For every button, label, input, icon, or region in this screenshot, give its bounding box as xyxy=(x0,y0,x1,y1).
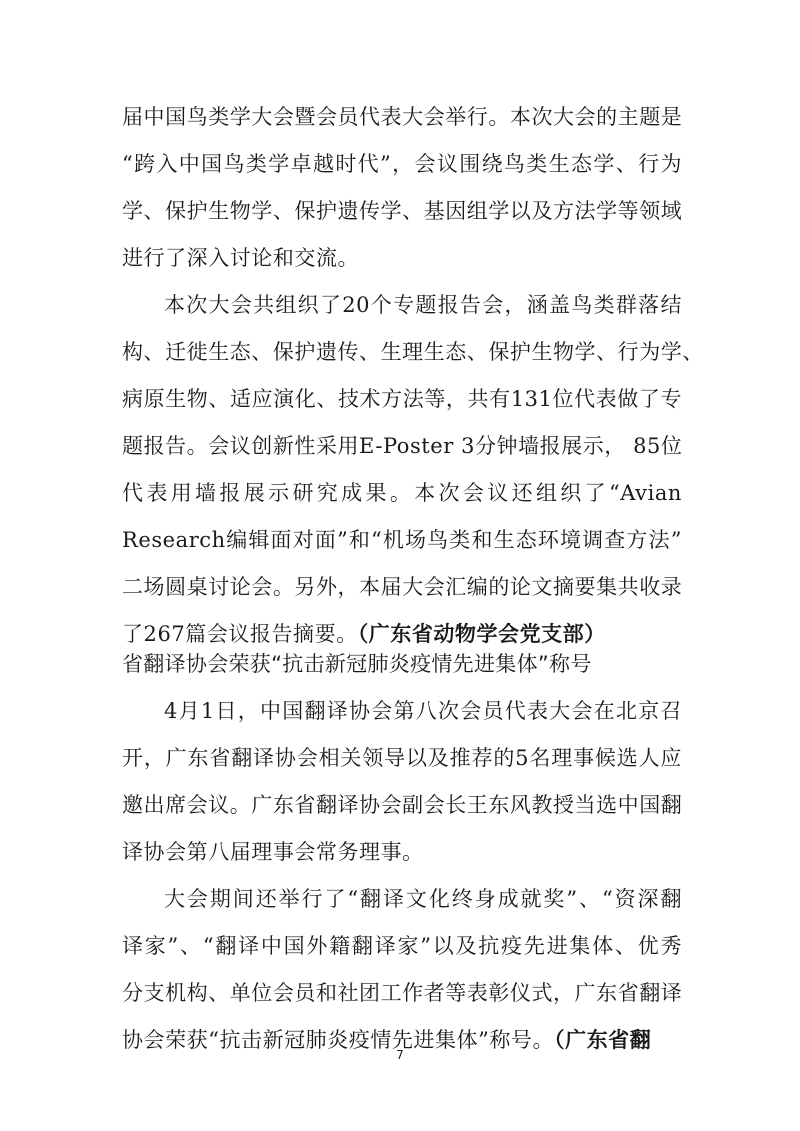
source-attribution: （广东省动物学会党支部） xyxy=(357,622,606,646)
body-text-line: Research编辑面对面”和“机场鸟类和生态环境调查方法” xyxy=(122,528,682,552)
body-text-line: 病原生物、适应演化、技术方法等，共有131位代表做了专 xyxy=(122,387,682,411)
body-text-line: 学、保护生物学、保护遗传学、基因组学以及方法学等领域 xyxy=(122,199,683,223)
body-text-line: 大会期间还举行了“翻译文化终身成就奖”、“资深翻 xyxy=(164,887,682,911)
body-text-line: 届中国鸟类学大会暨会员代表大会举行。本次大会的主题是 xyxy=(122,105,683,129)
page-number: 7 xyxy=(396,1048,404,1062)
body-text-line: 译协会第八届理事会常务理事。 xyxy=(122,840,424,864)
body-text-line: “跨入中国鸟类学卓越时代”，会议围绕鸟类生态学、行为 xyxy=(122,152,682,176)
body-text-line: 本次大会共组织了20个专题报告会，涵盖鸟类群落结 xyxy=(164,293,682,317)
body-text-line: 构、迁徙生态、保护遗传、生理生态、保护生物学、行为学、 xyxy=(122,340,704,364)
body-text-line: 邀出席会议。广东省翻译协会副会长王东风教授当选中国翻 xyxy=(122,793,683,817)
body-text-line xyxy=(122,620,682,648)
body-text-span: 了267篇会议报告摘要。 xyxy=(122,622,358,646)
body-text-line: 二场圆桌讨论会。另外，本届大会汇编的论文摘要集共收录 xyxy=(122,575,683,599)
article-heading: 省翻译协会荣获“抗击新冠肺炎疫情先进集体”称号 xyxy=(122,652,592,676)
body-text-span: 协会荣获“抗击新冠肺炎疫情先进集体”称号。 xyxy=(122,1028,555,1052)
body-text-line: 开，广东省翻译协会相关领导以及推荐的5名理事候选人应 xyxy=(122,746,682,770)
source-attribution: （广东省翻 xyxy=(554,1028,652,1052)
body-text-line: 题报告。会议创新性采用E-Poster 3分钟墙报展示， 85位 xyxy=(122,434,683,458)
body-text-line: 进行了深入讨论和交流。 xyxy=(122,246,360,270)
body-text-line: 4月1日，中国翻译协会第八次会员代表大会在北京召 xyxy=(164,699,682,723)
body-text-line: 代表用墙报展示研究成果。本次会议还组织了“Avian xyxy=(122,481,682,505)
body-text-line xyxy=(122,1026,682,1054)
body-text-line: 译家”、“翻译中国外籍翻译家”以及抗疫先进集体、优秀 xyxy=(122,934,682,958)
body-text-line: 分支机构、单位会员和社团工作者等表彰仪式，广东省翻译 xyxy=(122,981,683,1005)
